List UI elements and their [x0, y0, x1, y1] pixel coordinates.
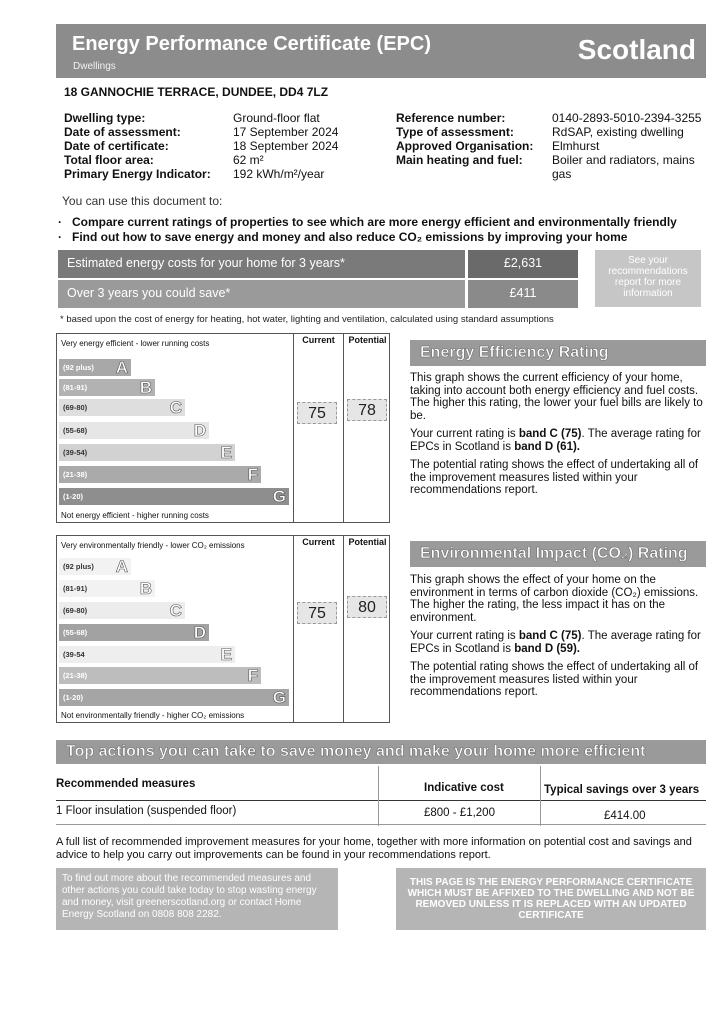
band-letter: C: [169, 601, 182, 620]
band-c: [59, 602, 185, 619]
details-left: [64, 111, 338, 181]
savings-value: £411: [468, 280, 578, 308]
band-b: [59, 580, 155, 597]
detail-value: Ground-floor flat: [233, 111, 320, 125]
environment-section-title: Environmental Impact (CO₂) Rating: [410, 541, 706, 567]
country-label: Scotland: [577, 34, 696, 65]
band-range: (21-38): [63, 470, 88, 479]
environment-section-text: [410, 574, 706, 705]
band-letter: D: [193, 421, 206, 440]
band-letter: C: [169, 398, 182, 417]
band-range: (92 plus): [63, 363, 94, 372]
cost-footnote: * based upon the cost of energy for heating, hot water, lighting and ventilation, calculated using standard assumptions: [60, 314, 554, 325]
chart-top-label: Very environmentally friendly - lower CO₂ emissions: [61, 541, 245, 550]
band-letter: F: [247, 666, 258, 685]
current-rating: 75: [297, 402, 337, 424]
certificate-header: [56, 24, 706, 78]
band-f: [59, 667, 261, 684]
detail-row: [64, 125, 338, 139]
detail-label: Approved Organisation:: [396, 139, 534, 153]
band-letter: G: [272, 688, 286, 707]
band-range: (69-80): [63, 606, 88, 615]
advice-info-box: To find out more about the recommended measures and other actions you could take today to stop wasting energy and money, visit greenerscotland.org or contact Home Energy Scotland on 0808 808 2282.: [56, 868, 338, 930]
measure-number: 1: [56, 805, 63, 817]
potential-rating: 80: [347, 596, 387, 618]
band-letter: A: [115, 557, 128, 576]
current-column: [293, 334, 343, 522]
band-g: [59, 488, 289, 505]
detail-value: 18 September 2024: [233, 139, 339, 153]
detail-value: 0140-2893-5010-2394-3255: [552, 111, 702, 125]
band-letter: E: [220, 645, 232, 664]
measures-header: Recommended measures: [56, 778, 196, 790]
chart-bottom-label: Not energy efficient - higher running costs: [61, 511, 209, 520]
band-range: (1-20): [63, 492, 84, 501]
energy-paragraph-3: The potential rating shows the effect of undertaking all of the improvement measures listed within your recommendations report.: [410, 459, 699, 496]
rating-middle: . The average rating for EPCs in Scotland is: [410, 630, 701, 655]
band-range: (21-38): [63, 671, 88, 680]
band-letter: D: [193, 623, 206, 642]
energy-section-text: [410, 372, 706, 503]
band-c: [59, 399, 185, 416]
band-b: [59, 379, 155, 396]
potential-header: Potential: [348, 335, 387, 345]
band-letter: B: [139, 378, 152, 397]
band-letter: E: [220, 443, 232, 462]
table-column-line: [540, 766, 541, 826]
table-row: [56, 805, 236, 817]
environment-paragraph-2: [410, 630, 706, 655]
detail-label: Date of assessment:: [64, 125, 181, 139]
potential-header: Potential: [348, 537, 387, 547]
detail-row: [64, 153, 338, 167]
detail-label: Type of assessment:: [396, 125, 514, 139]
detail-value: 62 m²: [233, 153, 264, 167]
bullet-item: · Compare current ratings of properties to see which are more energy efficient and environmentally friendly: [58, 215, 677, 230]
chart-bottom-label: Not environmentally friendly - higher CO₂ emissions: [61, 711, 245, 720]
bullet-item: · Find out how to save energy and money and also reduce CO₂ emissions by improving your home: [58, 230, 677, 245]
band-letter: B: [139, 579, 152, 598]
detail-value: 17 September 2024: [233, 125, 339, 139]
average-band-text: band D (59).: [514, 642, 580, 655]
band-range: (69-80): [63, 403, 88, 412]
band-letter: G: [272, 487, 286, 506]
band-range: (39-54: [63, 650, 85, 659]
intro-text: You can use this document to:: [62, 194, 223, 208]
current-column: [293, 536, 343, 722]
rating-prefix: Your current rating is: [410, 428, 519, 440]
band-range: (81-91): [63, 383, 88, 392]
band-a: [59, 558, 131, 575]
cost-header: Indicative cost: [424, 782, 504, 794]
detail-label: Total floor area:: [64, 153, 154, 167]
detail-label: Main heating and fuel:: [396, 153, 523, 167]
property-address: 18 GANNOCHIE TERRACE, DUNDEE, DD4 7LZ: [64, 85, 329, 99]
current-header: Current: [302, 335, 335, 345]
band-e: [59, 444, 235, 461]
rating-middle: . The average rating for EPCs in Scotland is: [410, 428, 701, 453]
detail-label: Date of certificate:: [64, 139, 169, 153]
band-a: [59, 359, 131, 376]
chart-top-label: Very energy efficient - lower running costs: [61, 339, 210, 348]
full-list-text: A full list of recommended improvement measures for your home, together with more information on potential cost and savings and advice to help you carry out improvements can be found in your recommendations report.: [56, 836, 692, 861]
current-rating: 75: [297, 602, 337, 624]
band-letter: F: [247, 465, 258, 484]
band-range: (55-68): [63, 426, 88, 435]
detail-value: 192 kWh/m²/year: [233, 167, 325, 181]
detail-row: [64, 139, 338, 153]
measure-name: Floor insulation (suspended floor): [65, 805, 237, 817]
detail-value: RdSAP, existing dwelling: [552, 125, 684, 139]
detail-row: [396, 153, 712, 181]
table-column-line: [378, 766, 379, 826]
environment-paragraph-3: The potential rating shows the effect of undertaking all of the improvement measures listed within your recommendations report.: [410, 661, 699, 698]
recommendations-note: See your recommendations report for more information: [595, 250, 701, 307]
band-d: [59, 422, 209, 439]
environment-paragraph-1: This graph shows the effect of your home on the environment in terms of carbon dioxide (CO₂) emissions. The higher the rating, the less impact it has on the environment.: [410, 574, 699, 624]
current-band-text: band C (75): [518, 428, 582, 440]
detail-label: Reference number:: [396, 111, 506, 125]
current-header: Current: [302, 537, 335, 547]
rating-prefix: Your current rating is: [410, 630, 519, 642]
potential-rating: 78: [347, 399, 387, 421]
details-right: [396, 111, 712, 181]
detail-row: [396, 111, 712, 125]
certificate-title: Energy Performance Certificate (EPC): [72, 33, 432, 55]
table-divider: [56, 800, 706, 801]
energy-paragraph-1: This graph shows the current efficiency of your home, taking into account both energy efficiency and fuel costs. The higher this rating, the lower your fuel bills are likely to be.: [410, 372, 703, 422]
detail-value: Boiler and radiators, mains gas: [552, 153, 695, 181]
current-band-text: band C (75): [518, 630, 582, 642]
band-g: [59, 689, 289, 706]
detail-row: [64, 111, 338, 125]
detail-label: Primary Energy Indicator:: [64, 167, 211, 181]
measure-cost: £800 - £1,200: [424, 807, 495, 819]
band-range: (92 plus): [63, 562, 94, 571]
certificate-subtitle: Dwellings: [73, 61, 116, 72]
band-range: (39-54): [63, 448, 88, 457]
detail-value: Elmhurst: [552, 139, 600, 153]
energy-paragraph-2: [410, 428, 706, 453]
band-d: [59, 624, 209, 641]
environmental-impact-chart: [56, 535, 390, 723]
detail-row: [396, 139, 712, 153]
energy-efficiency-chart: [56, 333, 390, 523]
detail-row: [396, 125, 712, 139]
table-divider: [56, 824, 706, 825]
certificate-notice-box: THIS PAGE IS THE ENERGY PERFORMANCE CERTIFICATE WHICH MUST BE AFFIXED TO THE DWELLING AND NOT BE REMOVED UNLESS IT IS REPLACED WITH AN UPDATED CERTIFICATE: [396, 868, 706, 930]
energy-section-title: Energy Efficiency Rating: [410, 340, 706, 366]
detail-label: Dwelling type:: [64, 111, 146, 125]
top-actions-title: Top actions you can take to save money and make your home more efficient: [56, 740, 706, 764]
band-range: (55-68): [63, 628, 88, 637]
savings-label: Over 3 years you could save*: [58, 280, 465, 308]
potential-column: [343, 334, 391, 522]
estimated-cost-value: £2,631: [468, 250, 578, 278]
detail-row: [64, 167, 338, 181]
band-range: (1-20): [63, 693, 84, 702]
average-band-text: band D (61).: [514, 440, 580, 453]
band-e: [59, 646, 235, 663]
band-letter: A: [115, 358, 128, 377]
estimated-cost-label: Estimated energy costs for your home for 3 years*: [58, 250, 465, 278]
band-f: [59, 466, 261, 483]
savings-header: Typical savings over 3 years: [544, 784, 700, 796]
potential-column: [343, 536, 391, 722]
band-range: (81-91): [63, 584, 88, 593]
measure-savings: £414.00: [604, 810, 646, 822]
usage-bullets: [58, 215, 677, 245]
